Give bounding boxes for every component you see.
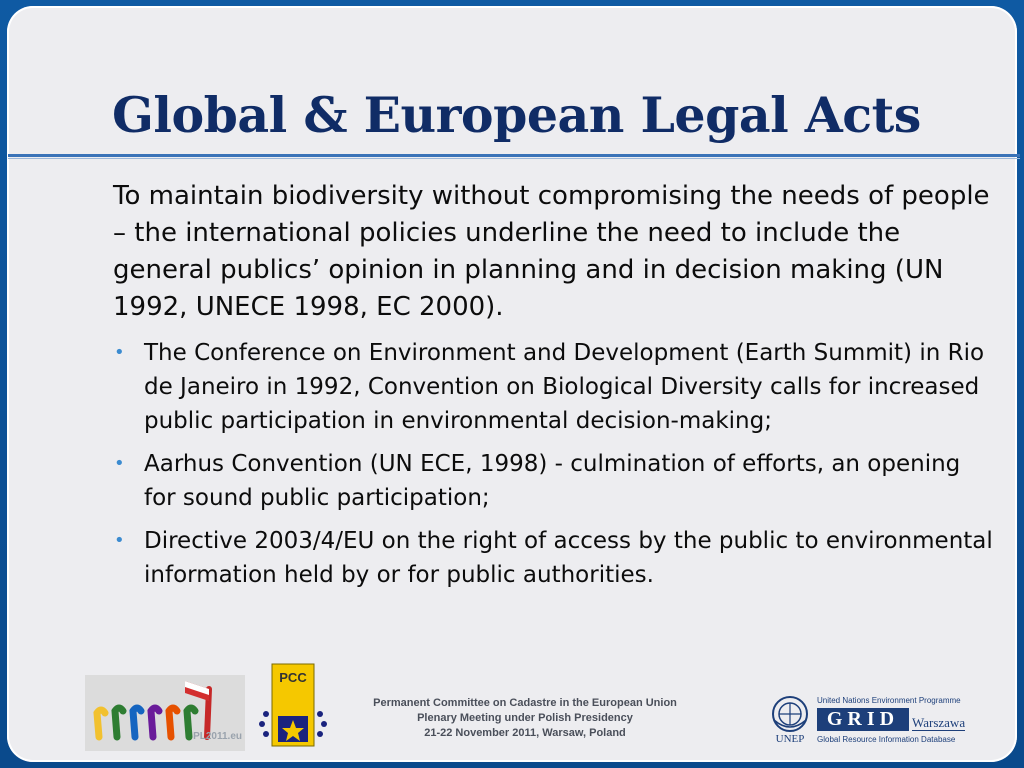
bullet-text: Directive 2003/4/EU on the right of access by the public to environmental information held by or for public authorities.	[144, 528, 993, 588]
bullet-icon: •	[114, 530, 125, 551]
footer-caption	[330, 696, 720, 741]
bullet-icon: •	[114, 453, 125, 474]
grid-bottom-text: Global Resource Information Database	[817, 735, 956, 744]
unep-logo-text: UNEP	[775, 733, 805, 745]
bullet-item	[113, 524, 993, 592]
bullet-list	[113, 336, 993, 601]
pcc-logo-text: PCC	[279, 670, 307, 685]
footer-line-3: 21-22 November 2011, Warsaw, Poland	[424, 727, 626, 739]
bullet-icon: •	[114, 342, 125, 363]
footer-line-2: Plenary Meeting under Polish Presidency	[417, 712, 633, 724]
title-divider	[8, 154, 1020, 157]
footer-line-1: Permanent Committee on Cadastre in the European Union	[373, 697, 677, 709]
unep-logo	[766, 694, 814, 748]
grid-box-text: GRID	[817, 708, 909, 731]
pcc-logo	[258, 662, 328, 748]
grid-warszawa-logo	[816, 694, 976, 750]
unep-emblem-icon	[766, 694, 814, 734]
bullet-item	[113, 336, 993, 438]
bullet-item	[113, 447, 993, 515]
grid-city-text: Warszawa	[912, 715, 966, 730]
bullet-text: The Conference on Environment and Development (Earth Summit) in Rio de Janeiro in 1992, Convention on Biological Diversity calls for increased public participation in environmental decision-making;	[144, 340, 985, 434]
title-divider-shadow	[8, 158, 1020, 159]
presidency-logo-text: PL2011.eu	[193, 731, 242, 742]
bullet-text: Aarhus Convention (UN ECE, 1998) - culmination of efforts, an opening for sound public participation;	[144, 451, 961, 511]
intro-paragraph: To maintain biodiversity without compromising the needs of people – the international policies underline the need to include the general publics’ opinion in planning and in decision making (UN 1992, UNECE 1998, EC 2000).	[113, 181, 990, 322]
grid-top-text: United Nations Environment Programme	[817, 696, 961, 705]
presidency-logo	[85, 675, 245, 751]
slide-title: Global & European Legal Acts	[112, 86, 921, 144]
